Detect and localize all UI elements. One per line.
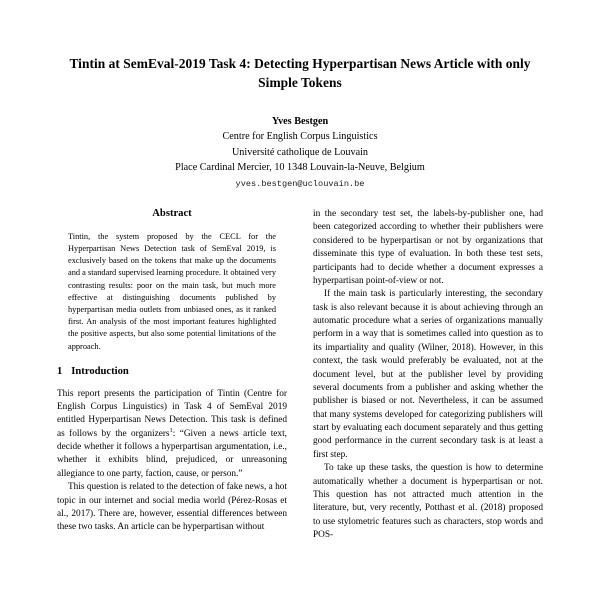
author-affiliation-1: Centre for English Corpus Linguistics — [222, 131, 378, 143]
intro-paragraph-2: This question is related to the detection of fake news, a hot topic in our internet and social media world (Pérez-Rosas et al., 2017). There are, however, essential differences between these two tasks. An article can be hyperpartisan without — [57, 482, 287, 533]
left-column — [57, 208, 287, 600]
author-email[interactable]: yves.bestgen@uclouvain.be — [235, 178, 365, 189]
right-paragraph-3: To take up these tasks, the question is how to determine automatically whether a document is hyperpartisan or not. This question has not attracted much attention in the literature, but, very recently, Potthast et al. (2018) proposed to use stylometric features such as characters, stop words and POS- — [313, 463, 543, 540]
author-block — [62, 114, 538, 192]
author-affiliation-2: Université catholique de Louvain — [231, 146, 369, 158]
abstract-body — [57, 231, 287, 353]
section-spacer — [57, 353, 287, 366]
intro-p1-part2: : “Given a news article text, decide whether it follows a hyperpartisan argumentation, i.e., whether it exhibits blind, prejudiced, or unreasoning allegiance to one party, faction, cause, or person.” — [57, 428, 287, 479]
section-number: 1 — [57, 365, 63, 377]
abstract-heading: Abstract — [152, 208, 192, 219]
right-column — [313, 208, 543, 600]
body-columns — [0, 208, 600, 600]
section-title: Introduction — [71, 365, 129, 377]
right-paragraph-2: If the main task is particularly interesting, the secondary task is also relevant because it is about achieving through an automatic procedure what a series of organizations manually perform in a way that is sometimes called into question as to its impartiality and quality (Wilner, 2018). However, in this context, the task would preferably be evaluated, not at the document level, but at the publisher level by providing several documents from a publisher and asking whether the publisher is biased or not. Nevertheless, it can be assumed that many systems developed for categorizing publishers will start by evaluating each document separately and thus getting good performance in the current secondary task is at least a first step. — [313, 289, 543, 460]
right-paragraph-1: in the secondary test set, the labels-by-publisher one, had been categorized according to whether their publishers were considered to be hyperpartisan or not by organizations that disseminate this type of evaluation. In both these test sets, participants had to decide whether a document expresses a hyperpartisan point-of-view or not. — [313, 209, 543, 286]
author-name: Yves Bestgen — [271, 116, 329, 127]
author-address: Place Cardinal Mercier, 10 1348 Louvain-la-Neuve, Belgium — [175, 162, 425, 174]
intro-p1-part1: This report presents the participation of Tintin (Centre for English Corpus Linguistics) in Task 4 of SemEval 2019 entitled Hyperpartisan News Detection. This task is defined as follows by the organizers — [57, 388, 287, 439]
page-title: Tintin at SemEval-2019 Task 4: Detecting Hyperpartisan News Article with only Simple Tokens — [69, 56, 531, 90]
footnote-marker[interactable]: 1 — [169, 426, 173, 434]
intro-paragraph-1 — [57, 388, 287, 482]
introduction-heading — [57, 366, 287, 379]
title-block — [0, 0, 600, 192]
abstract-text: Tintin, the system proposed by the CECL for the Hyperpartisan News Detection task of SemEval 2019, is exclusively based on the tokens that make up the documents and a standard supervised learning procedure. It obtained very contrasting results: poor on the main task, but much more effective at distinguishing documents published by hyperpartisan media outlets from unbiased ones, as it ranked first. An analysis of the most important features highlighted the positive aspects, but also some potential limitations of the approach. — [68, 231, 276, 351]
